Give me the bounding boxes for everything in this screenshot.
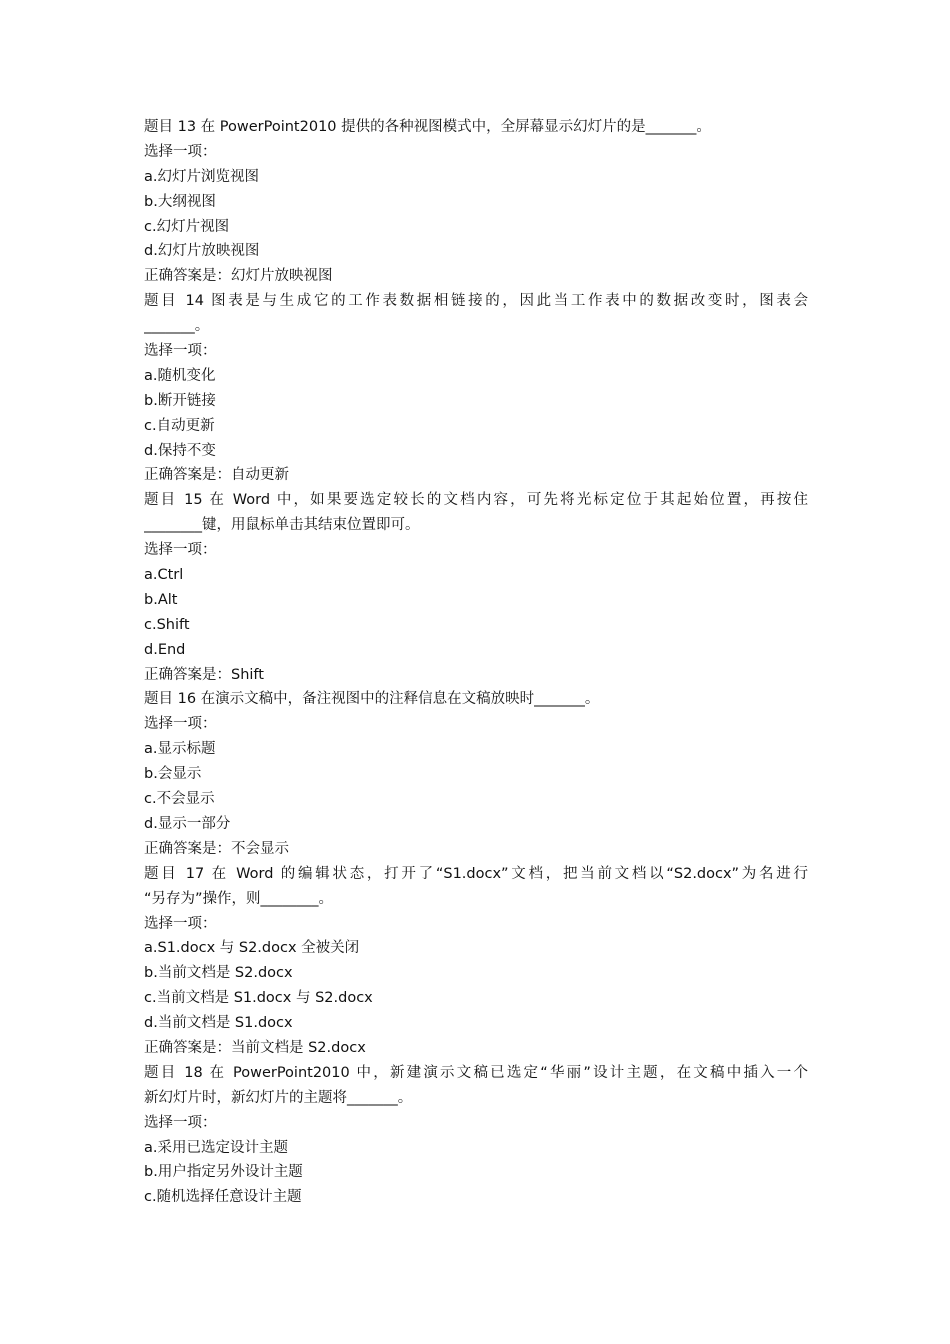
question-stem-line: 题目 14 图表是与生成它的工作表数据相链接的，因此当工作表中的数据改变时，图表会 xyxy=(144,293,808,310)
correct-answer: 正确答案是：自动更新 xyxy=(144,467,289,484)
answer-option: c.不会显示 xyxy=(144,791,215,808)
answer-option: a.随机变化 xyxy=(144,367,216,384)
document-page xyxy=(144,115,808,1210)
question-stem-line: 题目 18 在 PowerPoint2010 中，新建演示文稿已选定“华丽”设计主题，在文稿中插入一个 xyxy=(144,1064,808,1081)
answer-option: a.Ctrl xyxy=(144,567,184,584)
choice-prompt: 选择一项： xyxy=(144,716,217,733)
choice-prompt: 选择一项： xyxy=(144,1114,217,1131)
correct-answer: 正确答案是：Shift xyxy=(144,666,264,683)
question-stem-line: 题目 16 在演示文稿中，备注视图中的注释信息在文稿放映时_______。 xyxy=(144,691,600,708)
correct-answer: 正确答案是：不会显示 xyxy=(144,840,289,857)
correct-answer: 正确答案是：当前文档是 S2.docx xyxy=(144,1039,366,1056)
answer-option: b.会显示 xyxy=(144,766,202,783)
question-stem-line: “另存为”操作，则________。 xyxy=(144,890,334,907)
question-stem-line: 题目 17 在 Word 的编辑状态，打开了“S1.docx”文档，把当前文档以“S2.docx”为名进行 xyxy=(144,865,808,882)
question-stem-line: 新幻灯片时，新幻灯片的主题将_______。 xyxy=(144,1089,413,1106)
question-stem-line: 题目 15 在 Word 中，如果要选定较长的文档内容，可先将光标定位于其起始位置，再按住 xyxy=(144,492,808,509)
answer-option: c.随机选择任意设计主题 xyxy=(144,1189,302,1206)
answer-option: c.自动更新 xyxy=(144,417,215,434)
answer-option: a.幻灯片浏览视图 xyxy=(144,168,259,185)
question-block xyxy=(144,862,808,1061)
answer-option: b.大纲视图 xyxy=(144,193,216,210)
question-block xyxy=(144,289,808,488)
answer-option: d.保持不变 xyxy=(144,442,216,459)
correct-answer: 正确答案是：幻灯片放映视图 xyxy=(144,268,333,285)
answer-option: c.Shift xyxy=(144,616,190,633)
answer-option: c.幻灯片视图 xyxy=(144,218,230,235)
choice-prompt: 选择一项： xyxy=(144,915,217,932)
choice-prompt: 选择一项： xyxy=(144,343,217,360)
question-block xyxy=(144,687,808,861)
answer-option: a.S1.docx 与 S2.docx 全被关闭 xyxy=(144,940,360,957)
answer-option: b.Alt xyxy=(144,591,178,608)
question-stem-line: 题目 13 在 PowerPoint2010 提供的各种视图模式中，全屏幕显示幻灯片的是_______。 xyxy=(144,119,711,135)
answer-option: a.采用已选定设计主题 xyxy=(144,1139,288,1156)
choice-prompt: 选择一项： xyxy=(144,542,217,559)
answer-option: b.用户指定另外设计主题 xyxy=(144,1164,303,1181)
question-block xyxy=(144,488,808,687)
answer-option: a.显示标题 xyxy=(144,741,216,758)
answer-option: b.当前文档是 S2.docx xyxy=(144,965,293,982)
answer-option: d.显示一部分 xyxy=(144,815,231,832)
answer-option: d.幻灯片放映视图 xyxy=(144,243,260,260)
question-block xyxy=(144,1061,808,1210)
question-block xyxy=(144,115,808,289)
question-stem-line: _______。 xyxy=(144,318,210,335)
choice-prompt: 选择一项： xyxy=(144,143,217,160)
answer-option: c.当前文档是 S1.docx 与 S2.docx xyxy=(144,990,373,1007)
answer-option: b.断开链接 xyxy=(144,392,216,409)
answer-option: d.End xyxy=(144,641,186,658)
question-stem-line: ________键，用鼠标单击其结束位置即可。 xyxy=(144,517,420,534)
answer-option: d.当前文档是 S1.docx xyxy=(144,1015,293,1032)
